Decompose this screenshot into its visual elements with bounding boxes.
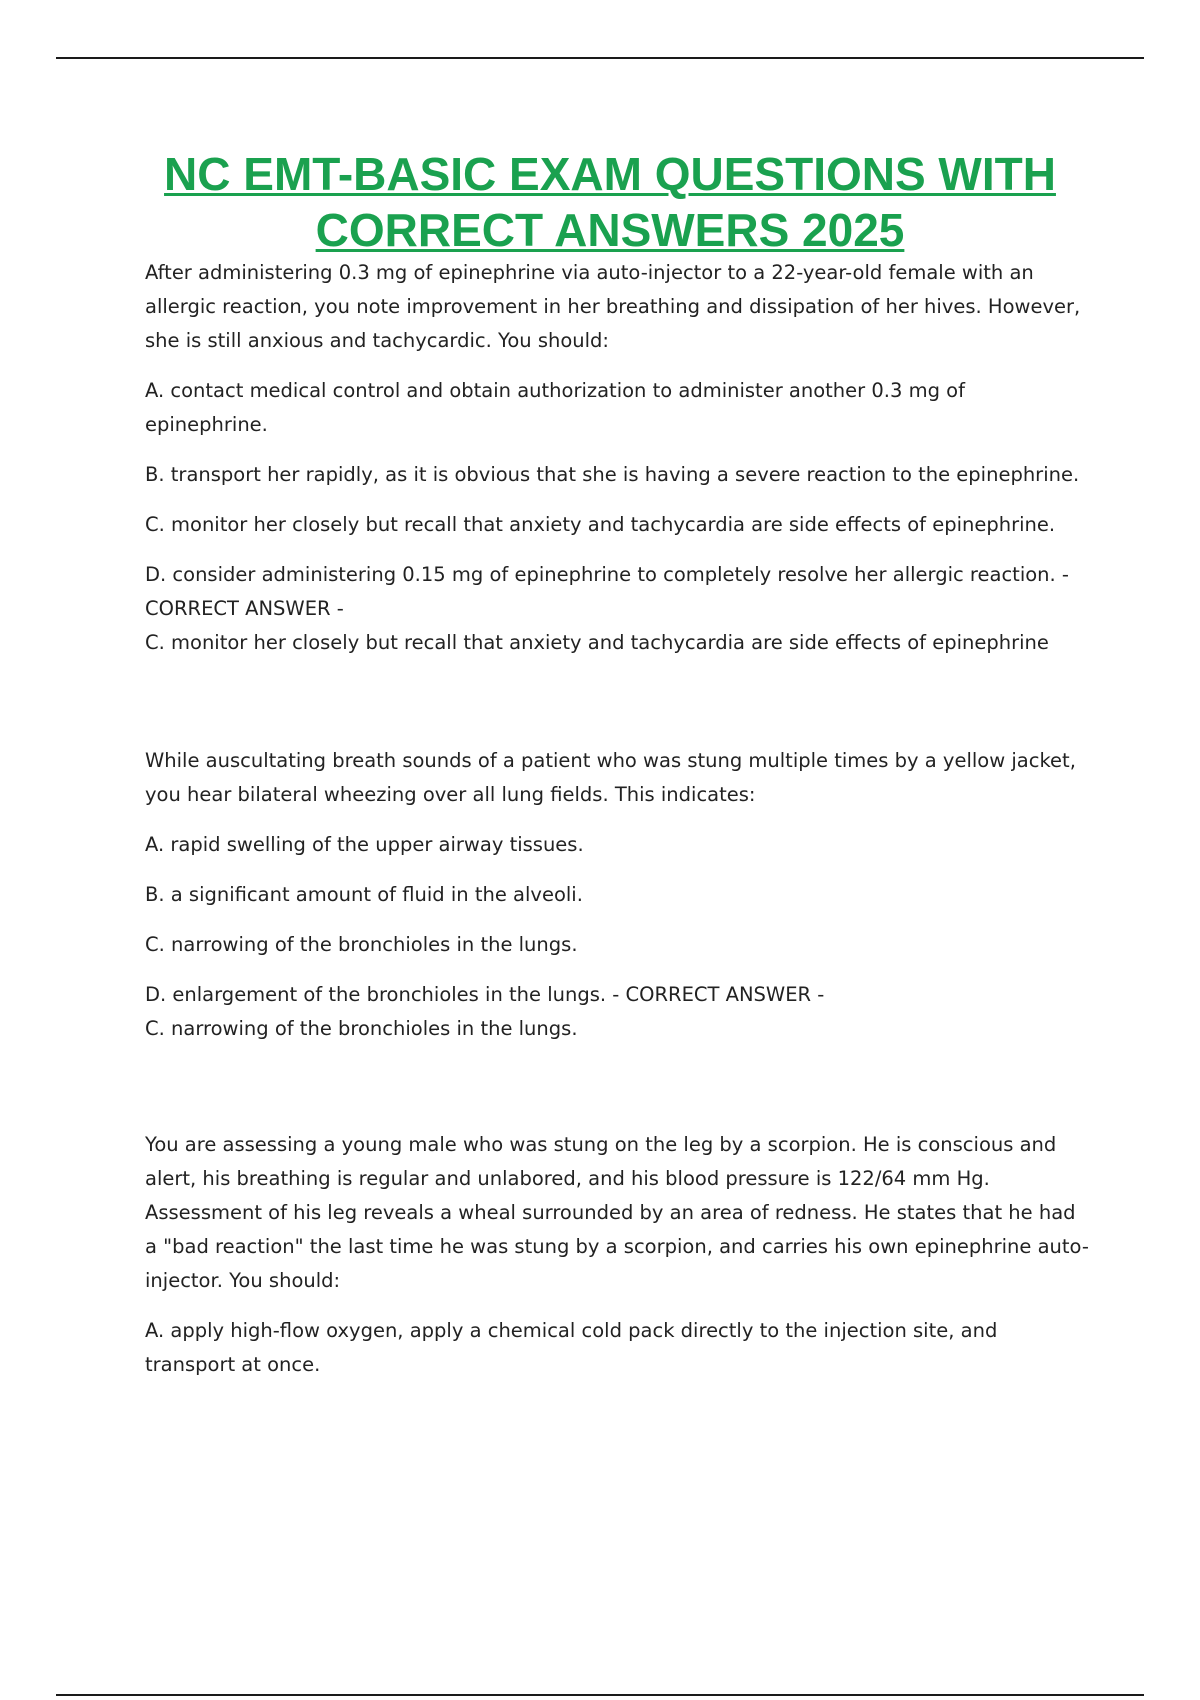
question-stem: You are assessing a young male who was stung on the leg by a scorpion. He is conscious and alert, his breathing is regular and unlabored, and his blood pressure is 122/64 mm Hg. Assessment of his leg reveals a wheal surrounded by an area of redness. He states that he had a "bad reaction" the last time he was stung by a scorpion, and carries his own epinephrine auto-injector. You should: xyxy=(145,1133,1089,1292)
question-block-2 xyxy=(145,744,1090,1046)
answer-option-d: D. consider administering 0.15 mg of epinephrine to completely resolve her allergic reaction. - CORRECT ANSWER - xyxy=(145,563,1069,620)
answer-option-a: A. rapid swelling of the upper airway tissues. xyxy=(145,833,584,856)
title-line-2: CORRECT ANSWERS 2025 xyxy=(315,204,905,256)
bottom-rule xyxy=(56,1694,1144,1696)
answer-option-b: B. a significant amount of fluid in the alveoli. xyxy=(145,883,583,906)
document-body xyxy=(145,256,1090,1398)
question-block-1 xyxy=(145,256,1090,660)
question-block-3 xyxy=(145,1128,1090,1382)
question-stem: After administering 0.3 mg of epinephrine via auto-injector to a 22-year-old female with an allergic reaction, you note improvement in her breathing and dissipation of her hives. However, she is still anxious and tachycardic. You should: xyxy=(145,261,1081,352)
top-rule xyxy=(56,57,1144,59)
answer-option-c: C. narrowing of the bronchioles in the lungs. xyxy=(145,933,578,956)
correct-answer: C. narrowing of the bronchioles in the lungs. xyxy=(145,1017,578,1040)
answer-option-a: A. apply high-flow oxygen, apply a chemical cold pack directly to the injection site, and transport at once. xyxy=(145,1319,998,1376)
question-spacer xyxy=(145,1046,1090,1128)
document-title xyxy=(130,146,1090,258)
question-stem: While auscultating breath sounds of a patient who was stung multiple times by a yellow jacket, you hear bilateral wheezing over all lung fields. This indicates: xyxy=(145,749,1076,806)
correct-answer: C. monitor her closely but recall that anxiety and tachycardia are side effects of epinephrine xyxy=(145,631,1049,654)
answer-option-b: B. transport her rapidly, as it is obvious that she is having a severe reaction to the epinephrine. xyxy=(145,463,1080,486)
answer-option-c: C. monitor her closely but recall that anxiety and tachycardia are side effects of epinephrine. xyxy=(145,513,1056,536)
question-spacer xyxy=(145,660,1090,744)
title-line-1: NC EMT-BASIC EXAM QUESTIONS WITH xyxy=(164,148,1056,200)
answer-option-d: D. enlargement of the bronchioles in the lungs. - CORRECT ANSWER - xyxy=(145,983,825,1006)
answer-option-a: A. contact medical control and obtain authorization to administer another 0.3 mg of epinephrine. xyxy=(145,379,965,436)
